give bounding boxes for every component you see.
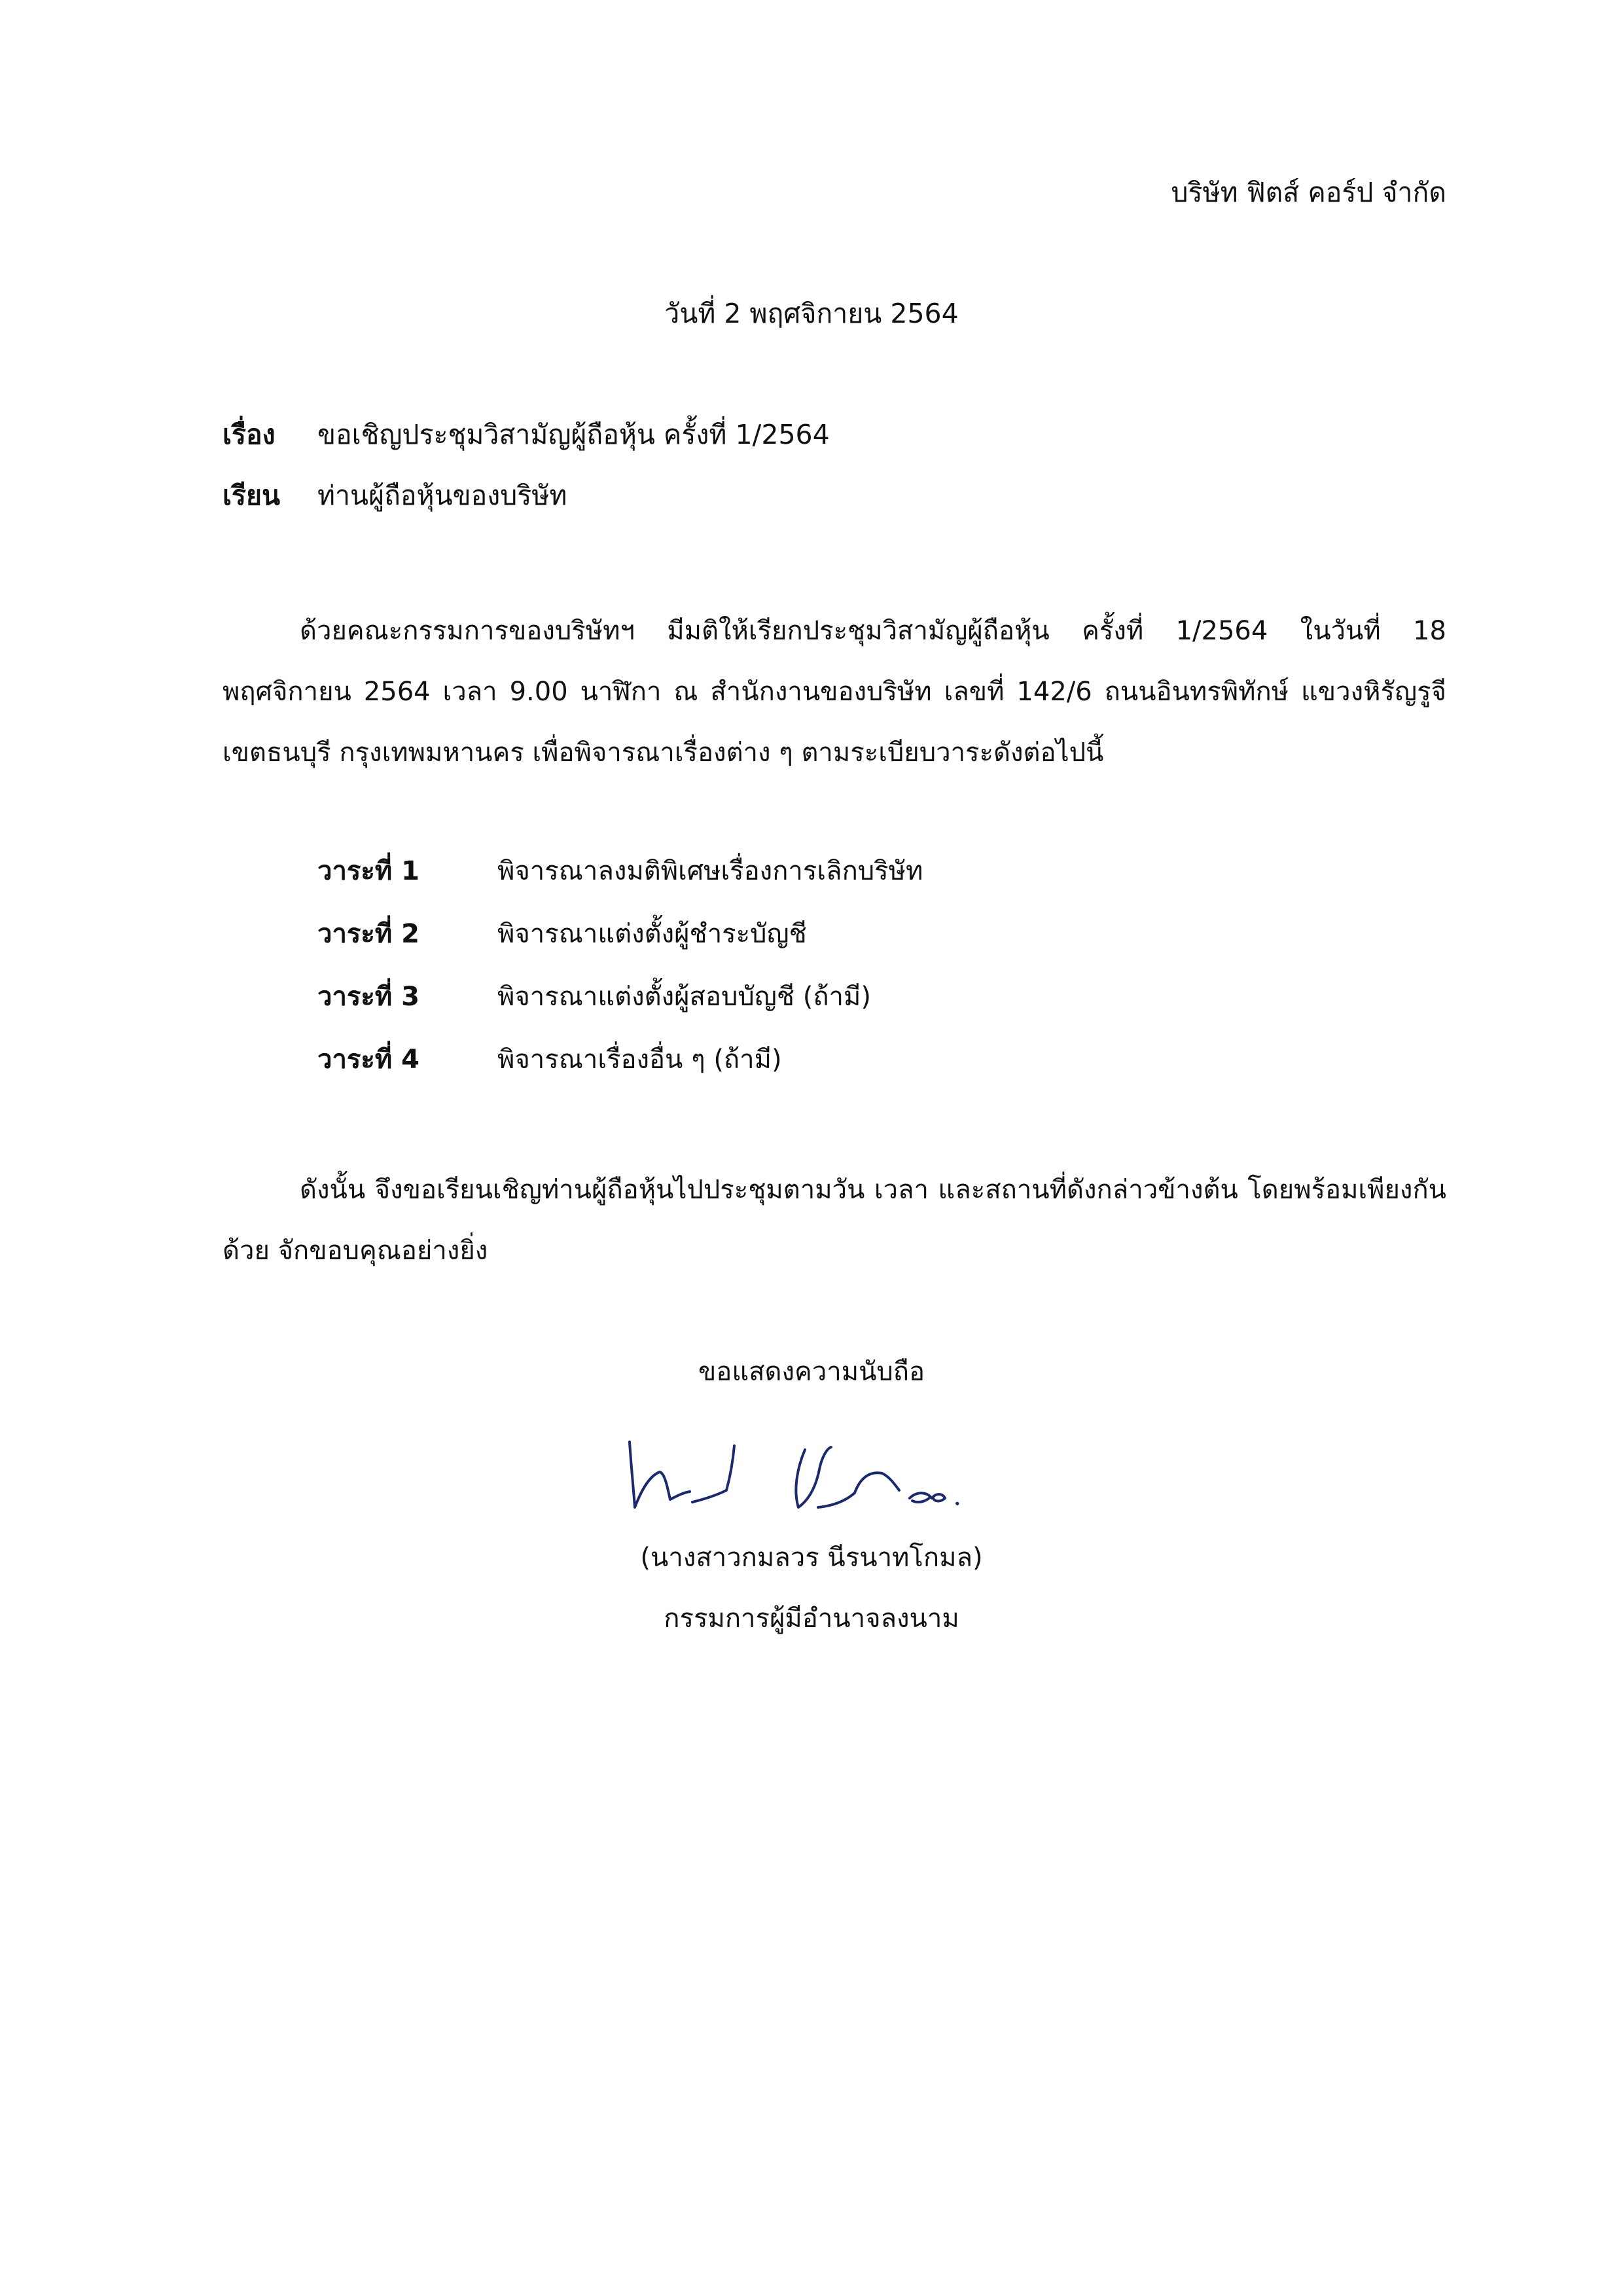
recipient-line — [223, 475, 567, 517]
signer-name: (นางสาวกมลวร นีรนาทโกมล) — [640, 1543, 983, 1573]
agenda-item-label: วาระที่ 2 — [317, 919, 420, 949]
letter-date: วันที่ 2 พฤศจิกายน 2564 — [664, 298, 959, 329]
closing-regards: ขอแสดงความนับถือ — [698, 1357, 925, 1387]
signer-title: กรรมการผู้มีอำนาจลงนาม — [664, 1604, 959, 1634]
recipient-label: เรียน — [223, 480, 281, 511]
agenda-item-label: วาระที่ 4 — [317, 1045, 420, 1075]
agenda-item-label: วาระที่ 3 — [317, 982, 420, 1012]
body-paragraph-intro: ด้วยคณะกรรมการของบริษัทฯ มีมติให้เรียกประชุมวิสามัญผู้ถือหุ้น ครั้งที่ 1/2564 ในวันที่ 18 พฤศจิกายน 2564 เวลา 9.00 นาฬิกา ณ สำนักงานของบริษัท เลขที่ 142/6 ถนนอินทรพิทักษ์ แขวงหิรัญรูจี เขตธนบุรี กรุงเทพมหานคร เพื่อพิจารณาเรื่องต่าง ๆ ตามระเบียบวาระดังต่อไปนี้ — [223, 616, 1446, 768]
agenda-item — [317, 840, 923, 903]
subject-text: ขอเชิญประชุมวิสามัญผู้ถือหุ้น ครั้งที่ 1/2564 — [317, 419, 830, 450]
agenda-item — [317, 903, 923, 965]
agenda-item-text: พิจารณาลงมติพิเศษเรื่องการเลิกบริษัท — [497, 856, 923, 886]
agenda-list — [317, 840, 923, 1091]
agenda-item-label: วาระที่ 1 — [317, 856, 420, 886]
company-name: บริษัท ฟิตส์ คอร์ป จำกัด — [1171, 177, 1446, 208]
agenda-item — [317, 965, 923, 1028]
agenda-item-text: พิจารณาแต่งตั้งผู้สอบบัญชี (ถ้ามี) — [497, 982, 871, 1012]
agenda-item — [317, 1028, 923, 1091]
agenda-item-text: พิจารณาเรื่องอื่น ๆ (ถ้ามี) — [497, 1045, 782, 1075]
agenda-item-text: พิจารณาแต่งตั้งผู้ชำระบัญชี — [497, 919, 807, 949]
recipient-text: ท่านผู้ถือหุ้นของบริษัท — [317, 480, 567, 511]
handwritten-signature — [622, 1430, 988, 1528]
subject-label: เรื่อง — [223, 419, 276, 450]
subject-line — [223, 414, 830, 456]
body-paragraph-closing: ดังนั้น จึงขอเรียนเชิญท่านผู้ถือหุ้นไปประชุมตามวัน เวลา และสถานที่ดังกล่าวข้างต้น โดยพร้อมเพียงกันด้วย จักขอบคุณอย่างยิ่ง — [223, 1175, 1446, 1266]
